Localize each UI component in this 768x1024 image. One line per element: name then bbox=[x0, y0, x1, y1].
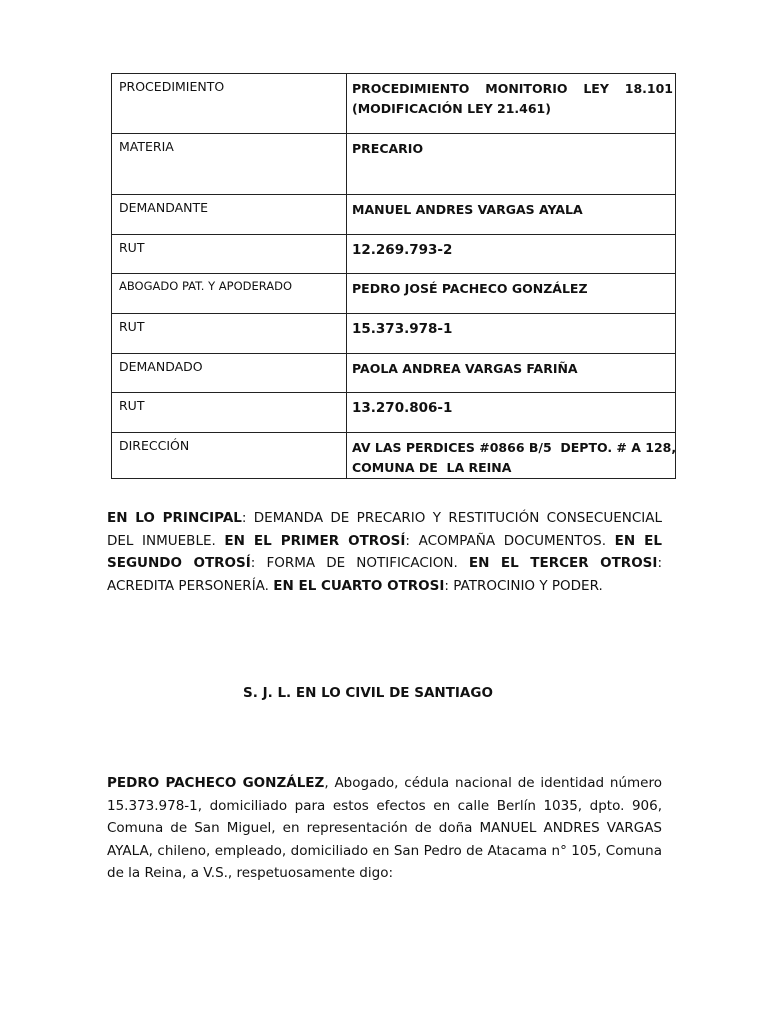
summary-text: : DEMANDA DE PRECARIO Y RESTITUCIÓN CONSECUENCIAL bbox=[241, 510, 662, 526]
row-label-materia: MATERIA bbox=[112, 134, 347, 195]
row-value-rut-abogado: 15.373.978-1 bbox=[347, 314, 676, 354]
row-label-demandante: DEMANDANTE bbox=[112, 195, 347, 235]
summary-text: : ACOMPAÑA DOCUMENTOS. bbox=[405, 532, 615, 549]
row-value-rut-demandante: 12.269.793-2 bbox=[347, 235, 676, 274]
procedimiento-line-2: (MODIFICACIÓN LEY 21.461) bbox=[352, 101, 551, 116]
row-value-materia: PRECARIO bbox=[347, 134, 676, 195]
table-row bbox=[112, 134, 676, 195]
court-heading: S. J. L. EN LO CIVIL DE SANTIAGO bbox=[243, 685, 493, 701]
table-row bbox=[112, 74, 676, 134]
summary-heading-segundo-otrosi-start: EN EL bbox=[614, 532, 662, 549]
summary-text: : FORMA DE NOTIFICACION. bbox=[250, 555, 469, 571]
row-label-rut-abogado: RUT bbox=[112, 314, 347, 354]
intro-line: 15.373.978-1, domiciliado para estos efectos en calle Berlín 1035, dpto. 906, bbox=[107, 797, 662, 814]
row-label-rut-demandante: RUT bbox=[112, 235, 347, 274]
row-value-demandado: PAOLA ANDREA VARGAS FARIÑA bbox=[347, 354, 676, 393]
row-label-demandado: DEMANDADO bbox=[112, 354, 347, 393]
summary-heading-tercer-otrosi: EN EL TERCER OTROSI bbox=[468, 555, 658, 571]
row-value-procedimiento bbox=[347, 74, 676, 134]
summary-heading-principal: EN LO PRINCIPAL bbox=[107, 510, 242, 526]
table-row bbox=[112, 314, 676, 354]
summary-line bbox=[107, 530, 662, 553]
summary-line bbox=[107, 575, 662, 598]
direccion-line-1: AV LAS PERDICES #0866 B/5 DEPTO. # A 128, bbox=[352, 440, 677, 455]
attorney-name: PEDRO PACHECO GONZÁLEZ bbox=[107, 775, 325, 791]
intro-text: , Abogado, cédula nacional de identidad número bbox=[324, 775, 662, 791]
row-label-direccion: DIRECCIÓN bbox=[112, 433, 347, 479]
summary-text: ACREDITA PERSONERÍA. bbox=[107, 577, 274, 594]
intro-line: de la Reina, a V.S., respetuosamente digo: bbox=[107, 865, 393, 881]
case-header-table bbox=[111, 73, 676, 479]
table-row bbox=[112, 274, 676, 314]
table-row bbox=[112, 235, 676, 274]
summary-text: : bbox=[657, 555, 662, 571]
row-value-rut-demandado: 13.270.806-1 bbox=[347, 393, 676, 433]
row-label-rut-demandado: RUT bbox=[112, 393, 347, 433]
summary-heading-segundo-otrosi-end: SEGUNDO OTROSÍ bbox=[107, 555, 251, 571]
direccion-line-2: COMUNA DE LA REINA bbox=[352, 460, 512, 475]
intro-paragraph bbox=[107, 772, 662, 885]
row-value-demandante: MANUEL ANDRES VARGAS AYALA bbox=[347, 195, 676, 235]
summary-heading-primer-otrosi: EN EL PRIMER OTROSÍ bbox=[224, 532, 406, 549]
row-label-procedimiento: PROCEDIMIENTO bbox=[112, 74, 347, 134]
summary-heading-cuarto-otrosi: EN EL CUARTO OTROSI bbox=[273, 577, 445, 594]
summary-text: : PATROCINIO Y PODER. bbox=[444, 577, 603, 594]
summary-text: DEL INMUEBLE. bbox=[107, 532, 225, 549]
intro-line bbox=[107, 772, 662, 795]
table-row bbox=[112, 393, 676, 433]
intro-line: AYALA, chileno, empleado, domiciliado en San Pedro de Atacama n° 105, Comuna bbox=[107, 842, 662, 859]
table-row bbox=[112, 433, 676, 479]
row-value-abogado: PEDRO JOSÉ PACHECO GONZÁLEZ bbox=[347, 274, 676, 314]
summary-line bbox=[107, 507, 662, 530]
row-label-abogado: ABOGADO PAT. Y APODERADO bbox=[112, 274, 347, 314]
row-value-direccion bbox=[347, 433, 676, 479]
procedimiento-line-1: PROCEDIMIENTO MONITORIO LEY 18.101 bbox=[352, 81, 673, 96]
petitions-summary bbox=[107, 507, 662, 597]
table-row bbox=[112, 195, 676, 235]
summary-line bbox=[107, 552, 662, 575]
intro-line: Comuna de San Miguel, en representación de doña MANUEL ANDRES VARGAS bbox=[107, 820, 662, 836]
table-row bbox=[112, 354, 676, 393]
